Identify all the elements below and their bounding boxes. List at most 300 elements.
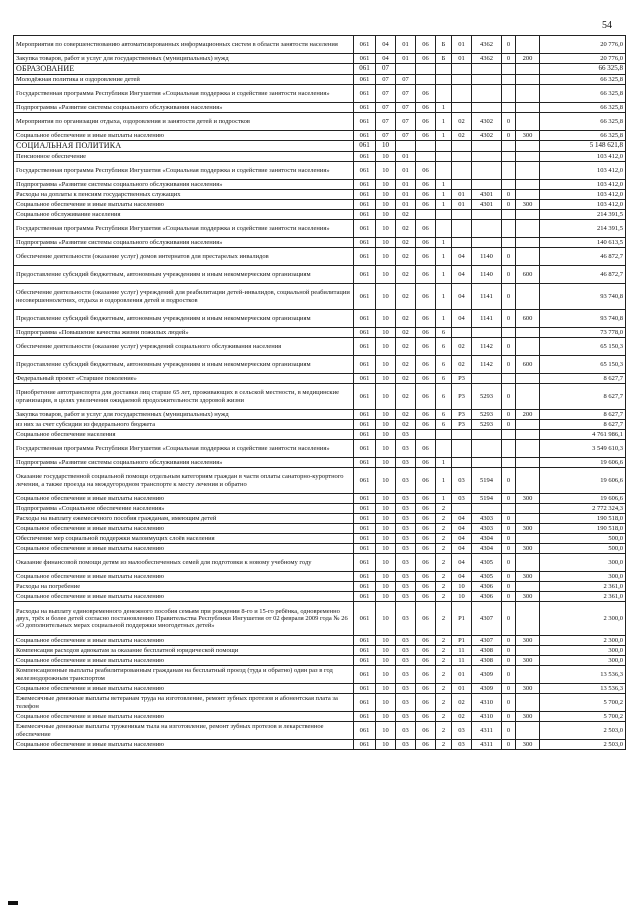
row-name-cell: Подпрограмма «Развитие системы социального обслуживания населения» (14, 458, 354, 468)
row-amount-cell: 4 761 986,1 (540, 430, 626, 440)
row-code-cell-c3: 01 (396, 200, 416, 210)
row-code-cell-c9 (516, 190, 540, 200)
row-amount-cell: 2 503,0 (540, 740, 626, 750)
row-code-cell-c5: 1 (436, 248, 452, 266)
table-row (14, 266, 626, 284)
row-code-cell-c2: 10 (376, 666, 396, 684)
row-code-cell-c4: 06 (416, 162, 436, 180)
row-code-cell-c5: 2 (436, 656, 452, 666)
row-code-cell-c5: 6 (436, 338, 452, 356)
table-row (14, 544, 626, 554)
row-code-cell-c2: 10 (376, 544, 396, 554)
row-code-cell-c1: 061 (354, 284, 376, 310)
row-name-cell: Государственная программа Республики Ингушетия «Социальная поддержка и содействие занятости населения» (14, 220, 354, 238)
row-code-cell-c4: 06 (416, 494, 436, 504)
row-code-cell-c2: 07 (376, 75, 396, 85)
row-code-cell-c3: 07 (396, 113, 416, 131)
row-code-cell-c3: 01 (396, 36, 416, 54)
row-code-cell-c4 (416, 75, 436, 85)
row-code-cell-c9 (516, 468, 540, 494)
row-amount-cell: 5 700,2 (540, 694, 626, 712)
table-row (14, 180, 626, 190)
row-code-cell-c1: 061 (354, 582, 376, 592)
row-code-cell-c4: 06 (416, 410, 436, 420)
row-code-cell-c1: 061 (354, 524, 376, 534)
row-code-cell-c4: 06 (416, 85, 436, 103)
table-row (14, 54, 626, 64)
row-amount-cell: 46 872,7 (540, 248, 626, 266)
row-name-cell: Мероприятия по совершенствованию автоматизированных информационных систем в области занятости населения (14, 36, 354, 54)
row-code-cell-c4: 06 (416, 338, 436, 356)
row-code-cell-c7 (472, 504, 502, 514)
row-amount-cell: 140 613,5 (540, 238, 626, 248)
table-row (14, 666, 626, 684)
row-amount-cell: 3 549 610,3 (540, 440, 626, 458)
row-name-cell: Социальное обслуживание населения (14, 210, 354, 220)
row-code-cell-c5: 1 (436, 200, 452, 210)
row-code-cell-c6 (452, 64, 472, 75)
row-code-cell-c8: 0 (502, 666, 516, 684)
row-amount-cell: 93 740,8 (540, 284, 626, 310)
row-code-cell-c6: 01 (452, 666, 472, 684)
row-code-cell-c7: 4310 (472, 712, 502, 722)
row-code-cell-c3: 03 (396, 646, 416, 656)
row-code-cell-c4: 06 (416, 310, 436, 328)
row-code-cell-c3: 01 (396, 152, 416, 162)
row-code-cell-c7: 4307 (472, 636, 502, 646)
row-name-cell: Государственная программа Республики Ингушетия «Социальная поддержка и содействие занятости населения» (14, 85, 354, 103)
row-code-cell-c8: 0 (502, 284, 516, 310)
row-code-cell-c9 (516, 554, 540, 572)
row-name-cell: Государственная программа Республики Ингушетия «Социальная поддержка и содействие занятости населения» (14, 440, 354, 458)
row-code-cell-c4: 06 (416, 514, 436, 524)
row-code-cell-c7: 4362 (472, 36, 502, 54)
row-code-cell-c5: 1 (436, 131, 452, 141)
row-code-cell-c1: 061 (354, 356, 376, 374)
row-code-cell-c9 (516, 152, 540, 162)
row-code-cell-c3: 03 (396, 740, 416, 750)
row-code-cell-c2: 10 (376, 328, 396, 338)
row-code-cell-c4: 06 (416, 328, 436, 338)
row-code-cell-c3: 03 (396, 712, 416, 722)
row-code-cell-c2: 10 (376, 384, 396, 410)
row-code-cell-c7 (472, 75, 502, 85)
row-code-cell-c4: 06 (416, 636, 436, 646)
row-name-cell: Компенсационные выплаты реабилитированным гражданам на бесплатный проезд (туда и обратно) один раз в год железнодорожным транспортом (14, 666, 354, 684)
row-code-cell-c3: 03 (396, 504, 416, 514)
row-code-cell-c4: 06 (416, 544, 436, 554)
row-name-cell: Социальное обеспечение и иные выплаты населению (14, 572, 354, 582)
row-code-cell-c1: 061 (354, 152, 376, 162)
row-code-cell-c9: 600 (516, 356, 540, 374)
row-code-cell-c1: 061 (354, 103, 376, 113)
table-row (14, 740, 626, 750)
row-amount-cell: 190 518,0 (540, 524, 626, 534)
row-name-cell: Социальное обеспечение и иные выплаты населению (14, 544, 354, 554)
row-code-cell-c7: 4362 (472, 54, 502, 64)
row-code-cell-c4: 06 (416, 646, 436, 656)
table-row (14, 524, 626, 534)
row-code-cell-c7: 4307 (472, 602, 502, 636)
row-code-cell-c9 (516, 458, 540, 468)
page-edge-mark (8, 901, 18, 905)
row-code-cell-c8 (502, 220, 516, 238)
row-code-cell-c5: 6 (436, 374, 452, 384)
row-code-cell-c5: 1 (436, 458, 452, 468)
table-row (14, 602, 626, 636)
row-code-cell-c7: 4301 (472, 190, 502, 200)
row-code-cell-c9: 300 (516, 684, 540, 694)
table-row (14, 646, 626, 656)
row-code-cell-c7: 5293 (472, 420, 502, 430)
row-code-cell-c1: 061 (354, 190, 376, 200)
row-code-cell-c5: 2 (436, 582, 452, 592)
row-code-cell-c7 (472, 440, 502, 458)
row-code-cell-c8: 0 (502, 310, 516, 328)
row-amount-cell: 20 776,0 (540, 54, 626, 64)
row-code-cell-c9 (516, 384, 540, 410)
row-code-cell-c9 (516, 85, 540, 103)
row-code-cell-c3: 02 (396, 384, 416, 410)
row-code-cell-c5: 2 (436, 534, 452, 544)
row-amount-cell: 65 150,3 (540, 338, 626, 356)
row-code-cell-c9 (516, 238, 540, 248)
row-code-cell-c1: 061 (354, 210, 376, 220)
row-code-cell-c3: 01 (396, 162, 416, 180)
row-code-cell-c7: 1142 (472, 338, 502, 356)
row-code-cell-c7: 4306 (472, 592, 502, 602)
row-code-cell-c3: 07 (396, 131, 416, 141)
row-code-cell-c1: 061 (354, 180, 376, 190)
row-code-cell-c1: 061 (354, 374, 376, 384)
row-amount-cell: 20 776,0 (540, 36, 626, 54)
row-code-cell-c7 (472, 220, 502, 238)
row-code-cell-c4: 06 (416, 468, 436, 494)
row-code-cell-c8 (502, 64, 516, 75)
row-code-cell-c2: 10 (376, 646, 396, 656)
row-code-cell-c9: 200 (516, 54, 540, 64)
row-code-cell-c3: 03 (396, 572, 416, 582)
row-code-cell-c5: 6 (436, 384, 452, 410)
row-code-cell-c3: 03 (396, 592, 416, 602)
row-amount-cell: 2 361,0 (540, 592, 626, 602)
row-amount-cell: 2 300,0 (540, 602, 626, 636)
row-name-cell: Социальное обеспечение и иные выплаты населению (14, 131, 354, 141)
row-code-cell-c3: 03 (396, 602, 416, 636)
row-code-cell-c6 (452, 440, 472, 458)
row-name-cell: Социальное обеспечение и иные выплаты населению (14, 524, 354, 534)
row-code-cell-c3: 01 (396, 190, 416, 200)
row-amount-cell: 5 148 621,8 (540, 141, 626, 152)
row-code-cell-c4: 06 (416, 712, 436, 722)
row-code-cell-c1: 061 (354, 64, 376, 75)
row-code-cell-c4: 06 (416, 131, 436, 141)
row-code-cell-c8: 0 (502, 266, 516, 284)
row-code-cell-c3: 07 (396, 103, 416, 113)
row-code-cell-c1: 061 (354, 430, 376, 440)
row-code-cell-c7: 4301 (472, 200, 502, 210)
table-row (14, 458, 626, 468)
row-code-cell-c8 (502, 210, 516, 220)
row-code-cell-c4: 06 (416, 524, 436, 534)
row-name-cell: Ежемесячные денежные выплаты ветеранам труда на изготовление, ремонт зубных протезов и абонентская плата за телефон (14, 694, 354, 712)
row-code-cell-c6: 01 (452, 36, 472, 54)
row-code-cell-c4: 06 (416, 602, 436, 636)
row-code-cell-c7: 4302 (472, 131, 502, 141)
row-name-cell: Расходы на погребение (14, 582, 354, 592)
row-code-cell-c3: 02 (396, 374, 416, 384)
row-code-cell-c6: 02 (452, 113, 472, 131)
row-code-cell-c3: 03 (396, 694, 416, 712)
row-name-cell: Оказание государственной социальной помощи отдельным категориям граждан в части оплаты санаторно-курортного лечения, а также проезда на междугородном транспорте к месту лечения и обратно (14, 468, 354, 494)
row-code-cell-c1: 061 (354, 494, 376, 504)
row-code-cell-c4 (416, 210, 436, 220)
row-code-cell-c7: 1142 (472, 356, 502, 374)
row-amount-cell: 19 606,6 (540, 494, 626, 504)
row-code-cell-c9: 300 (516, 636, 540, 646)
row-code-cell-c1: 061 (354, 266, 376, 284)
row-code-cell-c3 (396, 141, 416, 152)
row-code-cell-c9 (516, 75, 540, 85)
row-code-cell-c6: 04 (452, 544, 472, 554)
row-code-cell-c7 (472, 458, 502, 468)
row-code-cell-c6 (452, 103, 472, 113)
row-code-cell-c1: 061 (354, 592, 376, 602)
table-row (14, 338, 626, 356)
row-code-cell-c1: 061 (354, 544, 376, 554)
row-code-cell-c1: 061 (354, 338, 376, 356)
row-code-cell-c9 (516, 141, 540, 152)
row-code-cell-c8: 0 (502, 740, 516, 750)
budget-table (13, 35, 626, 750)
table-row (14, 636, 626, 646)
row-name-cell: Подпрограмма «Повышение качества жизни пожилых людей» (14, 328, 354, 338)
row-code-cell-c7 (472, 238, 502, 248)
row-amount-cell: 190 518,0 (540, 514, 626, 524)
row-code-cell-c7: 4308 (472, 656, 502, 666)
row-code-cell-c2: 10 (376, 504, 396, 514)
row-code-cell-c9 (516, 180, 540, 190)
row-code-cell-c6: 04 (452, 248, 472, 266)
row-code-cell-c3: 02 (396, 410, 416, 420)
table-row (14, 374, 626, 384)
row-code-cell-c1: 061 (354, 514, 376, 524)
row-name-cell: Предоставление субсидий бюджетным, автономным учреждениям и иным некоммерческим организациям (14, 356, 354, 374)
row-code-cell-c6 (452, 141, 472, 152)
row-code-cell-c4: 06 (416, 740, 436, 750)
row-code-cell-c5: 2 (436, 636, 452, 646)
page-number: 54 (602, 20, 612, 31)
row-code-cell-c2: 10 (376, 210, 396, 220)
table-row (14, 582, 626, 592)
row-code-cell-c3: 03 (396, 544, 416, 554)
row-code-cell-c1: 061 (354, 328, 376, 338)
row-code-cell-c1: 061 (354, 54, 376, 64)
row-code-cell-c3: 03 (396, 582, 416, 592)
row-code-cell-c7: 5194 (472, 494, 502, 504)
row-amount-cell: 103 412,0 (540, 200, 626, 210)
row-code-cell-c1: 061 (354, 440, 376, 458)
row-code-cell-c2: 10 (376, 180, 396, 190)
row-code-cell-c4: 06 (416, 190, 436, 200)
row-code-cell-c1: 061 (354, 420, 376, 430)
row-code-cell-c1: 061 (354, 85, 376, 103)
row-code-cell-c6: P3 (452, 384, 472, 410)
row-code-cell-c4: 06 (416, 656, 436, 666)
row-code-cell-c4: 06 (416, 554, 436, 572)
row-code-cell-c3: 01 (396, 180, 416, 190)
row-code-cell-c2: 10 (376, 356, 396, 374)
row-code-cell-c2: 10 (376, 602, 396, 636)
row-amount-cell: 13 536,3 (540, 684, 626, 694)
row-code-cell-c2: 10 (376, 152, 396, 162)
row-amount-cell: 500,0 (540, 544, 626, 554)
row-code-cell-c7 (472, 64, 502, 75)
row-code-cell-c5: 2 (436, 592, 452, 602)
row-code-cell-c9: 300 (516, 131, 540, 141)
row-code-cell-c6: P3 (452, 420, 472, 430)
row-code-cell-c7 (472, 141, 502, 152)
row-code-cell-c5: 1 (436, 266, 452, 284)
row-code-cell-c2: 10 (376, 722, 396, 740)
row-code-cell-c2: 10 (376, 582, 396, 592)
row-code-cell-c1: 061 (354, 712, 376, 722)
table-row (14, 131, 626, 141)
row-name-cell: Оказание финансовой помощи детям из малообеспеченных семей для подготовки к новому учебному году (14, 554, 354, 572)
row-code-cell-c9 (516, 514, 540, 524)
row-name-cell: Обеспечение деятельности (оказание услуг) учреждений для реабилитации детей-инвалидов, социальной реабилитации несовершеннолетних, отдыха и оздоровления детей и подростков (14, 284, 354, 310)
table-row (14, 356, 626, 374)
row-code-cell-c8: 0 (502, 420, 516, 430)
row-code-cell-c1: 061 (354, 740, 376, 750)
table-row (14, 430, 626, 440)
row-code-cell-c9 (516, 220, 540, 238)
row-name-cell: Подпрограмма «Развитие системы социального обслуживания населения» (14, 103, 354, 113)
row-code-cell-c7: 1140 (472, 248, 502, 266)
row-code-cell-c1: 061 (354, 113, 376, 131)
row-code-cell-c1: 061 (354, 694, 376, 712)
row-code-cell-c5: 2 (436, 684, 452, 694)
row-code-cell-c7 (472, 162, 502, 180)
row-code-cell-c5: 1 (436, 310, 452, 328)
table-row (14, 284, 626, 310)
row-name-cell: Расходы на выплату единовременного денежного пособия семьям при рождении 8-го и 15-го ребёнка, одновременно двух, трёх и более детей согласно постановлению Правительства Республики Ингушетия от 02 февраля 2009 года № 26 «О дополнительных мерах социальной поддержки многодетных детей» (14, 602, 354, 636)
row-code-cell-c4 (416, 141, 436, 152)
row-code-cell-c3: 02 (396, 248, 416, 266)
row-code-cell-c2: 10 (376, 310, 396, 328)
row-name-cell: Обеспечение деятельности (оказание услуг) домов интернатов для престарелых инвалидов (14, 248, 354, 266)
row-code-cell-c6: 04 (452, 534, 472, 544)
row-code-cell-c5 (436, 141, 452, 152)
row-name-cell: Социальное обеспечение и иные выплаты населению (14, 684, 354, 694)
row-code-cell-c6: 04 (452, 572, 472, 582)
row-name-cell: Обеспечение деятельности (оказание услуг) учреждений социального обслуживания населения (14, 338, 354, 356)
table-row (14, 592, 626, 602)
row-code-cell-c7: 4305 (472, 554, 502, 572)
row-code-cell-c8: 0 (502, 190, 516, 200)
row-code-cell-c1: 061 (354, 410, 376, 420)
row-code-cell-c6 (452, 85, 472, 103)
table-row (14, 64, 626, 75)
row-code-cell-c4: 06 (416, 220, 436, 238)
row-code-cell-c6 (452, 430, 472, 440)
row-name-cell: Предоставление субсидий бюджетным, автономным учреждениям и иным некоммерческим организациям (14, 310, 354, 328)
row-code-cell-c5: Б (436, 36, 452, 54)
row-code-cell-c7: 1141 (472, 284, 502, 310)
row-code-cell-c8 (502, 141, 516, 152)
row-code-cell-c4: 06 (416, 36, 436, 54)
row-code-cell-c8: 0 (502, 514, 516, 524)
row-code-cell-c9: 600 (516, 310, 540, 328)
table-row (14, 328, 626, 338)
row-code-cell-c5: 2 (436, 722, 452, 740)
row-code-cell-c4: 06 (416, 582, 436, 592)
row-code-cell-c7 (472, 374, 502, 384)
row-code-cell-c2: 10 (376, 494, 396, 504)
table-row (14, 504, 626, 514)
row-code-cell-c7: 4311 (472, 740, 502, 750)
row-code-cell-c9: 300 (516, 572, 540, 582)
row-code-cell-c6: 03 (452, 494, 472, 504)
row-amount-cell: 103 412,0 (540, 162, 626, 180)
row-code-cell-c1: 061 (354, 554, 376, 572)
row-code-cell-c5: 1 (436, 494, 452, 504)
row-code-cell-c9: 200 (516, 410, 540, 420)
row-code-cell-c7: 1140 (472, 266, 502, 284)
row-code-cell-c6: 02 (452, 131, 472, 141)
row-code-cell-c8: 0 (502, 712, 516, 722)
row-code-cell-c3: 03 (396, 534, 416, 544)
row-code-cell-c9 (516, 722, 540, 740)
row-code-cell-c1: 061 (354, 162, 376, 180)
row-code-cell-c9: 300 (516, 740, 540, 750)
row-code-cell-c2: 10 (376, 141, 396, 152)
row-code-cell-c7 (472, 85, 502, 103)
row-code-cell-c3: 03 (396, 666, 416, 684)
row-name-cell: Молодёжная политика и оздоровление детей (14, 75, 354, 85)
row-code-cell-c7: 4311 (472, 722, 502, 740)
row-code-cell-c9 (516, 284, 540, 310)
row-code-cell-c4: 06 (416, 284, 436, 310)
row-code-cell-c9: 300 (516, 524, 540, 534)
row-code-cell-c3: 02 (396, 220, 416, 238)
row-code-cell-c1: 061 (354, 684, 376, 694)
row-code-cell-c4: 06 (416, 266, 436, 284)
row-code-cell-c6: 11 (452, 646, 472, 656)
row-code-cell-c1: 061 (354, 722, 376, 740)
row-code-cell-c6: 10 (452, 582, 472, 592)
row-code-cell-c2: 10 (376, 524, 396, 534)
row-code-cell-c9 (516, 338, 540, 356)
row-code-cell-c6: 03 (452, 722, 472, 740)
row-amount-cell: 66 325,8 (540, 103, 626, 113)
row-code-cell-c2: 07 (376, 85, 396, 103)
row-code-cell-c6: 04 (452, 266, 472, 284)
row-code-cell-c2: 10 (376, 374, 396, 384)
row-code-cell-c8: 0 (502, 468, 516, 494)
row-code-cell-c4: 06 (416, 113, 436, 131)
row-code-cell-c9 (516, 504, 540, 514)
row-code-cell-c4: 06 (416, 180, 436, 190)
row-code-cell-c6: 01 (452, 190, 472, 200)
row-code-cell-c8 (502, 430, 516, 440)
row-name-cell: Закупка товаров, работ и услуг для государственных (муниципальных) нужд (14, 54, 354, 64)
row-code-cell-c2: 10 (376, 440, 396, 458)
row-amount-cell: 103 412,0 (540, 190, 626, 200)
row-amount-cell: 2 503,0 (540, 722, 626, 740)
row-amount-cell: 214 391,5 (540, 210, 626, 220)
row-code-cell-c2: 10 (376, 514, 396, 524)
